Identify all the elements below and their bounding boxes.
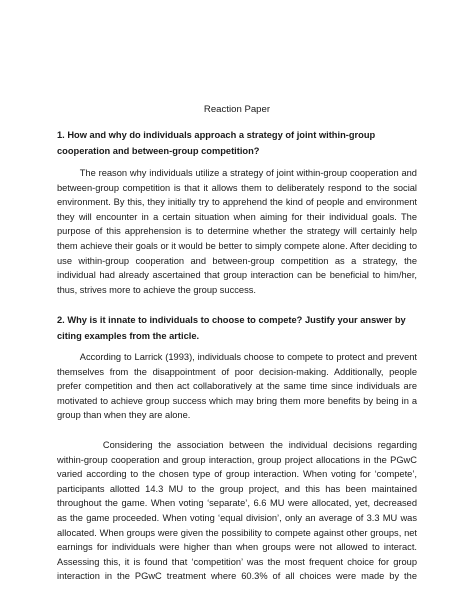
paragraph-line: individual had already ascertained that group interaction can be beneficial to him/her, [57,270,417,281]
paragraph-line: them achieve their goals or it would be better to simply compete alone. After deciding to [57,240,417,251]
question-2 [57,313,417,344]
answer-2-continuation-paragraph [57,438,417,584]
paragraph-line: earnings for individuals were higher than when groups were not allowed to interact. [57,542,417,553]
paragraph-line: varied according to the chosen type of group interaction. When voting for ‘compete’, [57,469,417,480]
paragraph-line: participants allotted 14.3 MU to the group project, and this has been maintained [57,483,417,494]
question-2-line: citing examples from the article. [57,330,200,341]
paragraph-line: Assessing this, it is found that ‘competition’ was the most frequent choice for group [57,556,417,567]
paragraph-line: allocated. When groups were given the possibility to compete against other groups, net [57,527,417,538]
question-1 [57,128,417,159]
paragraph-line: between-group competition is that it allows them to deliberately respond to the social [57,182,417,193]
paragraph-line: The reason why individuals utilize a strategy of joint within-group cooperation and [57,168,417,178]
paragraph-line: environment. By this, they initially try to apprehend the kind of people and environment [57,197,417,208]
answer-1-paragraph [57,166,417,297]
paragraph-line: prefer competition and then act collaboratively at the same time since individuals are [57,381,417,392]
paragraph-line: motivated to achieve group success which may bring them more benefits by being in a [57,395,417,406]
paragraph-line: use within-group cooperation and between-group competition as a strategy, the [57,255,417,266]
paragraph-line: interaction in the PGwC treatment where 60.3% of all choices were made by the [57,571,417,582]
paragraph-line: themselves from the disappointment of poor decision-making. Additionally, people [57,366,417,377]
paragraph-line: thus, strives more to achieve the group success. [57,284,256,295]
question-1-line: 1. How and why do individuals approach a strategy of joint within-group [57,130,376,140]
answer-2-paragraph [57,350,417,423]
page-title: Reaction Paper [203,104,271,115]
question-1-line: cooperation and between-group competition? [57,145,260,156]
paragraph-line: throughout the game. When voting ‘separate’, 6.6 MU were allocated, yet, decreased [57,498,417,509]
question-2-line: 2. Why is it innate to individuals to choose to compete? Justify your answer by [57,315,406,325]
paragraph-line: group than when they are alone. [57,410,191,421]
paragraph-line: purpose of this apprehension is to determine whether the strategy will certainly help [57,226,417,237]
paragraph-line: According to Larrick (1993), individuals choose to compete to protect and prevent [57,352,417,362]
paragraph-line: they will encounter in a certain situation when aiming for their individual goals. The [57,211,417,222]
paragraph-line: Considering the association between the individual decisions regarding [57,440,417,450]
paragraph-line: within-group cooperation and group interaction, group project allocations in the PGwC [57,454,417,465]
paragraph-line: as the game proceeded. When voting ‘equal division’, only an average of 3.3 MU was [57,512,417,523]
